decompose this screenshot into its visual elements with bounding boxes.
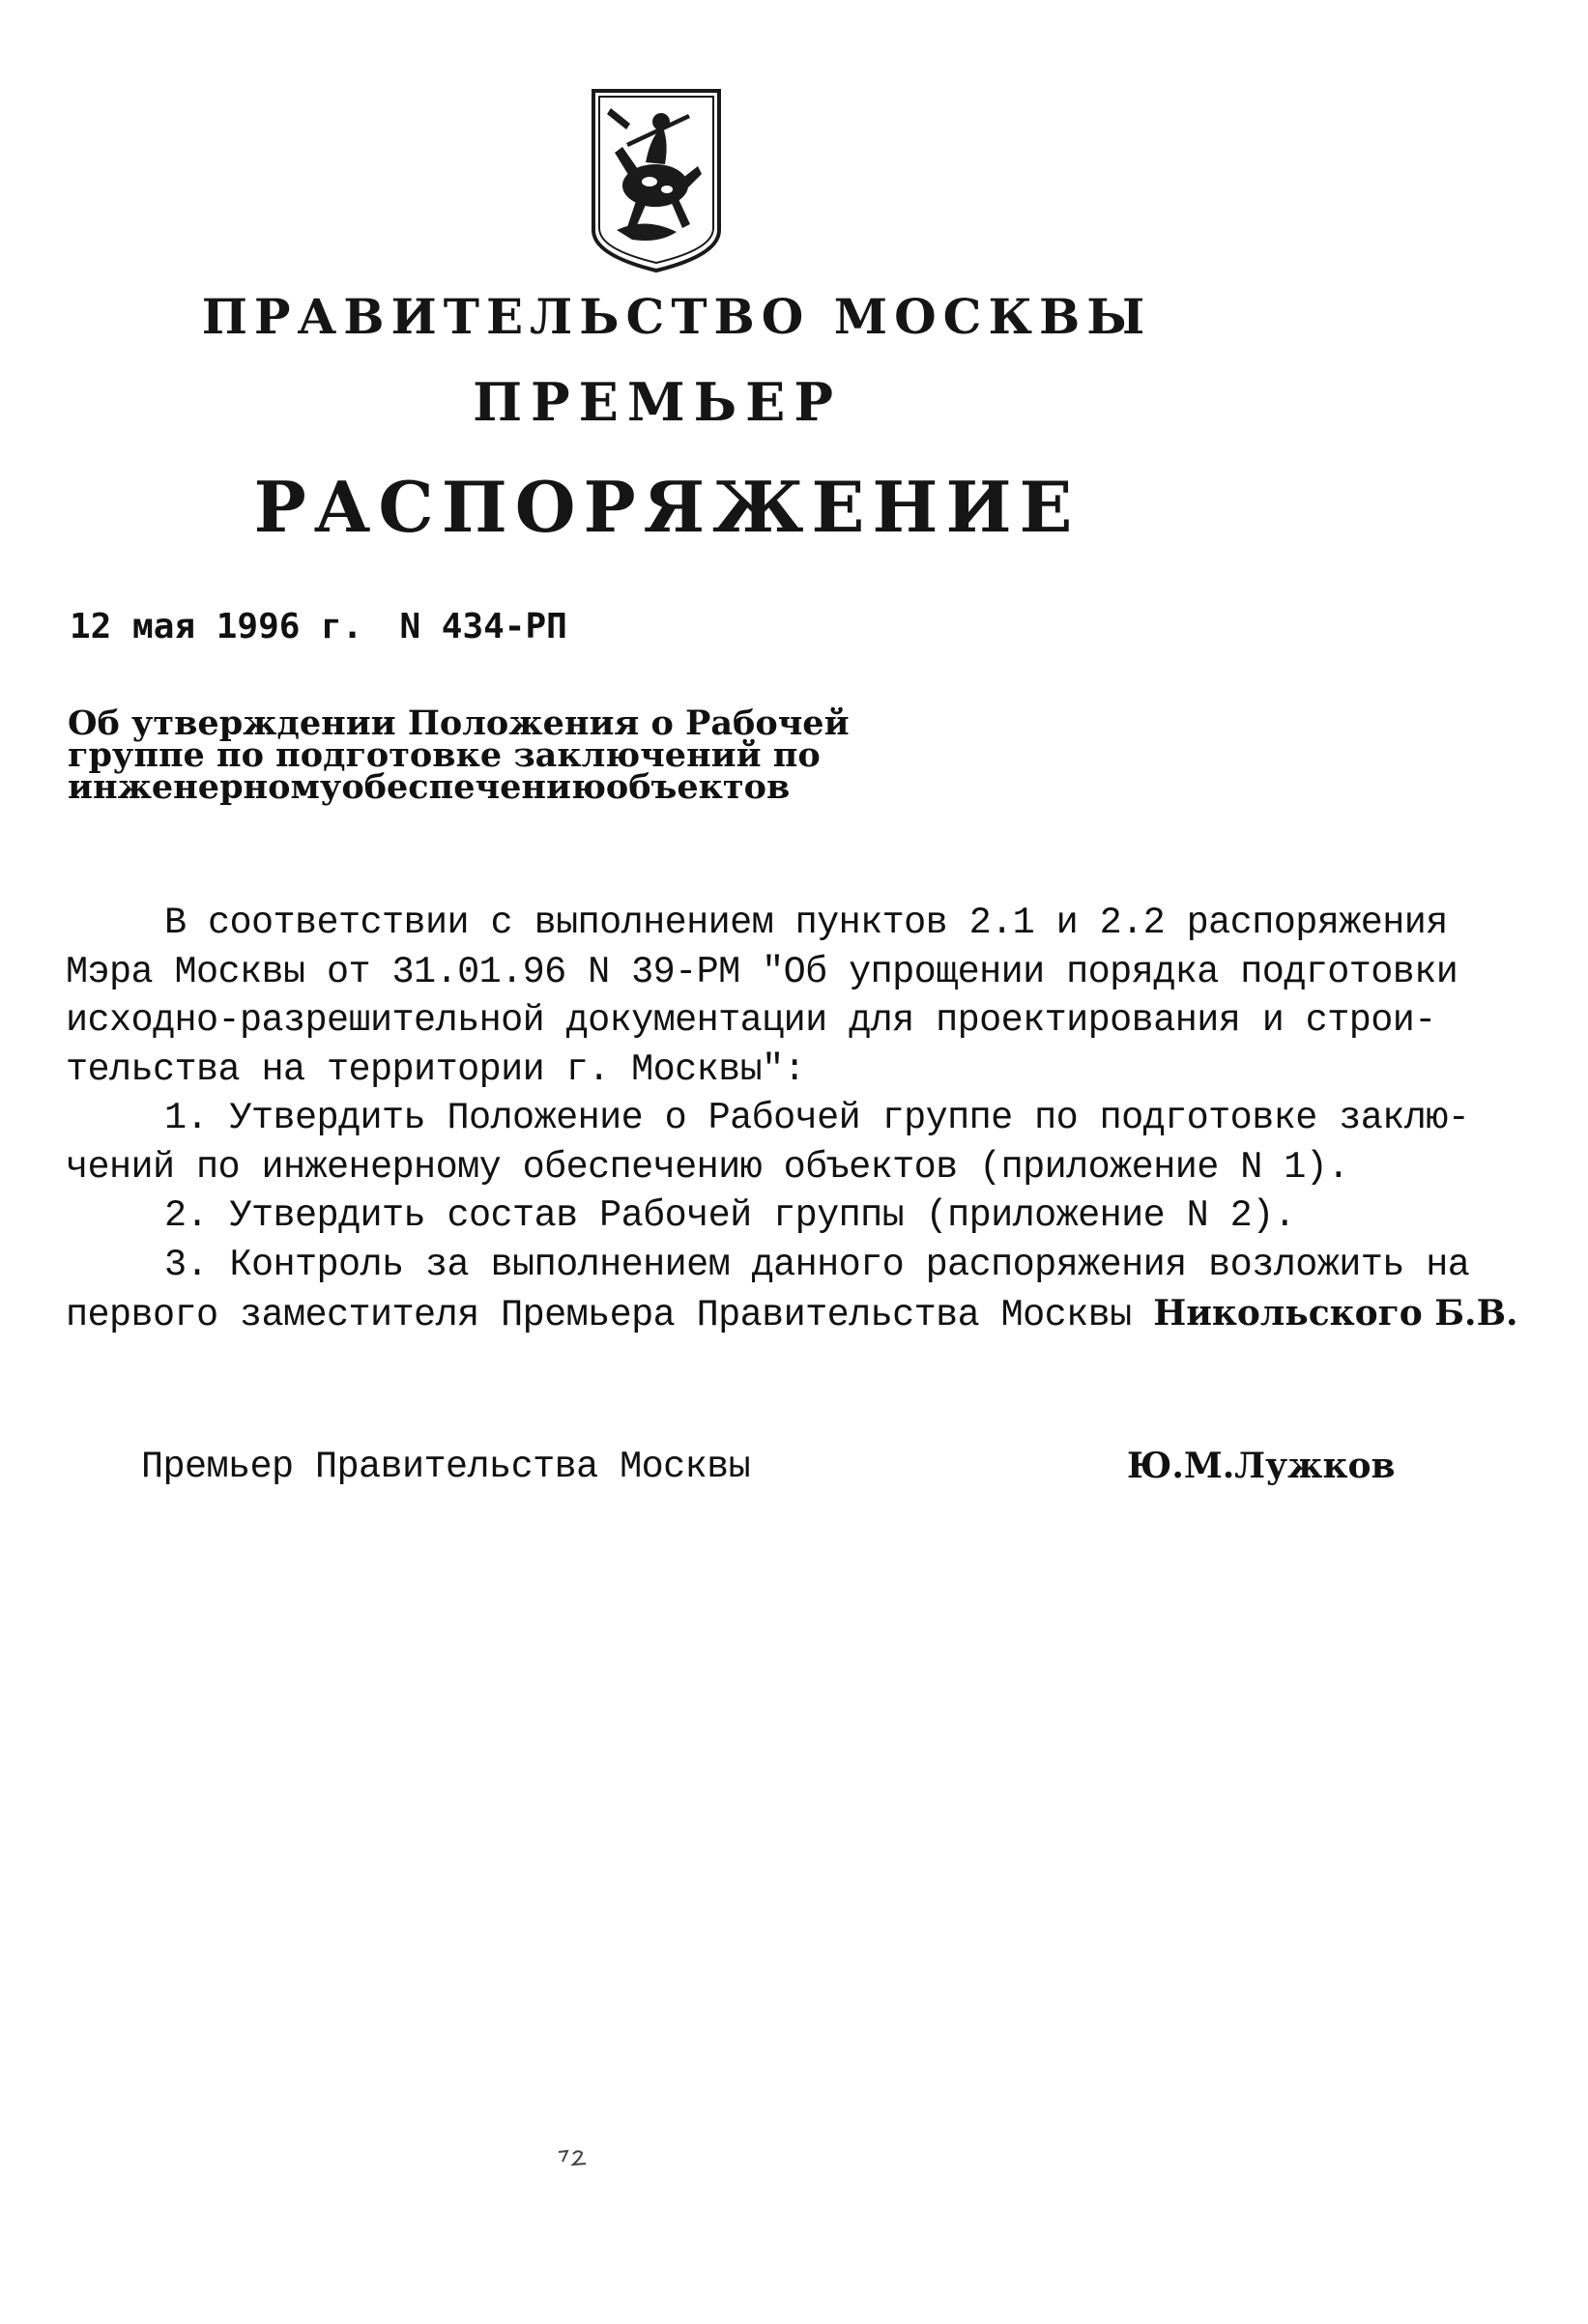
subject-word: инженерному [68,767,342,807]
handwritten-page-number [557,2147,590,2168]
signature-title: Премьер Правительства Москвы [141,1446,751,1488]
body-line-text: первого заместителя Премьера Правительства Москвы [66,1294,1154,1336]
subject-word: обеспечению [341,767,606,807]
moscow-coat-of-arms-icon [588,85,725,274]
government-title: ПРАВИТЕЛЬСТВО МОСКВЫ [201,288,1152,345]
body-line: В соответствии с выполнением пунктов 2.1 и 2.2 распоряжения [164,902,1448,944]
premier-title: ПРЕМЬЕР [473,371,842,433]
document-date: 12 мая 1996 г. [70,607,363,646]
subject-line: Об утверждении Положения о Рабочей [68,703,850,743]
body-line: исходно-разрешительной документации для проектирования и строи- [66,999,1436,1042]
body-line: 2. Утвердить состав Рабочей группы (приложение N 2). [164,1194,1296,1237]
document-body [66,899,1518,1338]
body-line: 3. Контроль за выполнением данного распоряжения возложить на [164,1243,1470,1286]
body-line: чений по инженерному обеспечению объектов (приложение N 1). [66,1145,1349,1189]
subject-line: группе по подготовке заключений по [68,735,821,775]
document-number: N 434-РП [399,607,567,646]
signature-name: Ю.М.Лужков [1127,1446,1396,1486]
responsible-person: Никольского Б.В. [1153,1293,1518,1334]
subject-line [68,767,791,807]
body-line: тельства на территории г. Москвы": [66,1047,806,1091]
subject-word: объектов [605,767,791,807]
document-type-title: РАСПОРЯЖЕНИЕ [253,466,1081,548]
body-line: Мэра Москвы от 31.01.96 N 39-РМ "Об упрощении порядка подготовки [66,950,1458,993]
document-subject [68,703,850,807]
document-meta [70,607,567,646]
body-line [66,1289,1518,1338]
body-line: 1. Утвердить Положение о Рабочей группе по подготовке заклю- [164,1097,1470,1139]
